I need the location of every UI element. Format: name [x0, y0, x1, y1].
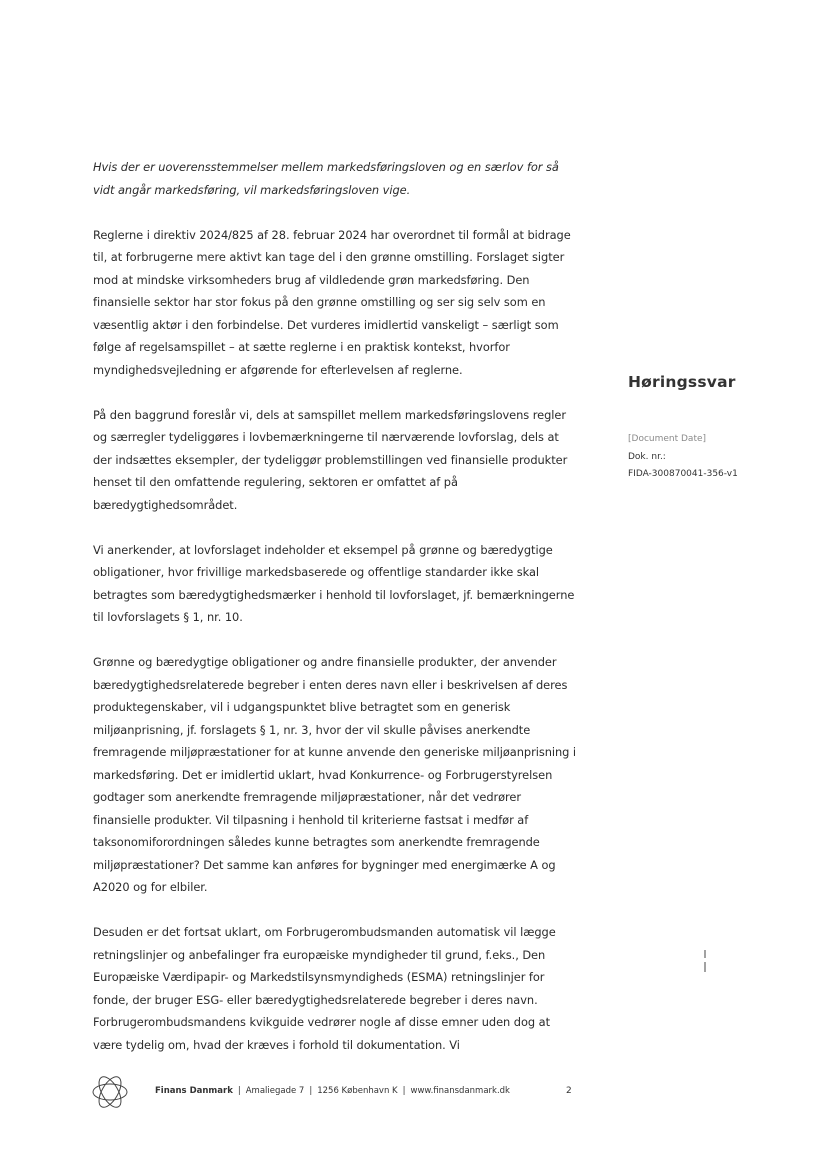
footer-separator: | — [402, 1086, 406, 1096]
paragraph-green-bonds: Grønne og bæredygtige obligationer og andre finansielle produkter, der anvender bæredygtighedsrelaterede begreber i enten deres navn eller i beskrivelsen af deres produktegenskaber, vil i udgangspunktet blive betragtet som en generisk miljøanprisning, jf. forslagets § 1, nr. 3, hvor der vil skulle påvises anerkendte fremragende miljøpræstationer for at kunne anvende den generiske miljøanprisning i markedsføring. Det er imidlertid uklart, hvad Konkurrence- og Forbrugerstyrelsen godtager som anerkendte fremragende miljøpræstationer, når det vedrører finansielle produkter. Vil tilpasning i henhold til kriterierne fastsat i medfør af taksonomiforordningen således kunne betragtes som anerkendte fremragende miljøpræstationer? Det samme kan anføres for bygninger med energimærke A og A2020 og for elbiler. — [93, 655, 577, 894]
paragraph-proposal: På den baggrund foreslår vi, dels at samspillet mellem markedsføringslovens regler og særregler tydeliggøres i lovbemærkningerne til nærværende lovforslag, dels at der indsættes eksempler, der tydeliggør problemstillingen ved finansielle produkter henset til den omfattende regulering, sektoren er omfattet af på bæredygtighedsområdet. — [93, 407, 568, 512]
document-number: FIDA-300870041-356-v1 — [628, 469, 738, 479]
footer-website-link[interactable]: www.finansdanmark.dk — [410, 1086, 510, 1096]
paragraph-ombudsman: Desuden er det fortsat uklart, om Forbrugerombudsmanden automatisk vil lægge retningslinjer og anbefalinger fra europæiske myndigheder til grund, f.eks., Den Europæiske Værdipapir- og Markedstilsynsmyndigheds (ESMA) retningslinjer for fonde, der bruger ESG- eller bæredygtighedsrelaterede begreber i deres navn. Forbrugerombudsmandens kvikguide vedrører nogle af disse emner uden dog at være tydelig om, hvad der kræves i forhold til dokumentation. Vi — [93, 925, 556, 1052]
document-sidebar — [628, 373, 798, 484]
footer-separator: | — [309, 1086, 313, 1096]
paragraph-intro-italic: Hvis der er uoverensstemmelser mellem markedsføringsloven og en særlov for så vidt angår markedsføring, vil markedsføringsloven vige. — [93, 160, 559, 197]
document-type-title: Høringssvar — [628, 373, 736, 391]
finans-danmark-logo-icon — [90, 1072, 130, 1112]
paragraph-acknowledgement: Vi anerkender, at lovforslaget indeholder et eksempel på grønne og bæredygtige obligationer, hvor frivillige markedsbaserede og offentlige standarder ikke skal betragtes som bæredygtighedsmærker i henhold til lovforslaget, jf. bemærkningerne til lovforslagets § 1, nr. 10. — [93, 542, 575, 624]
paragraph-directive: Reglerne i direktiv 2024/825 af 28. februar 2024 har overordnet til formål at bidrage til, at forbrugerne mere aktivt kan tage del i den grønne omstilling. Forslaget sigter mod at mindske virksomheders brug af vildledende grøn markedsføring. Den finansielle sektor har stor fokus på den grønne omstilling og ser sig selv som en væsentlig aktør i den forbindelse. Det vurderes imidlertid vanskeligt – særligt som følge af regelsamspillet – at sætte reglerne i en praktisk kontekst, hvorfor myndighedsvejledning er afgørende for efterlevelsen af reglerne. — [93, 227, 571, 377]
footer-address-line — [155, 1086, 510, 1096]
footer-city: 1256 København K — [317, 1086, 398, 1096]
document-meta — [628, 431, 798, 484]
margin-mark — [704, 950, 706, 972]
document-number-label: Dok. nr.: — [628, 451, 666, 462]
footer-street: Amaliegade 7 — [245, 1086, 305, 1096]
footer-separator: | — [237, 1086, 241, 1096]
letter-body — [93, 156, 578, 1079]
document-date: [Document Date] — [628, 434, 707, 444]
page-footer — [90, 1072, 590, 1112]
page-number: 2 — [566, 1086, 572, 1096]
footer-brand: Finans Danmark — [155, 1086, 233, 1096]
